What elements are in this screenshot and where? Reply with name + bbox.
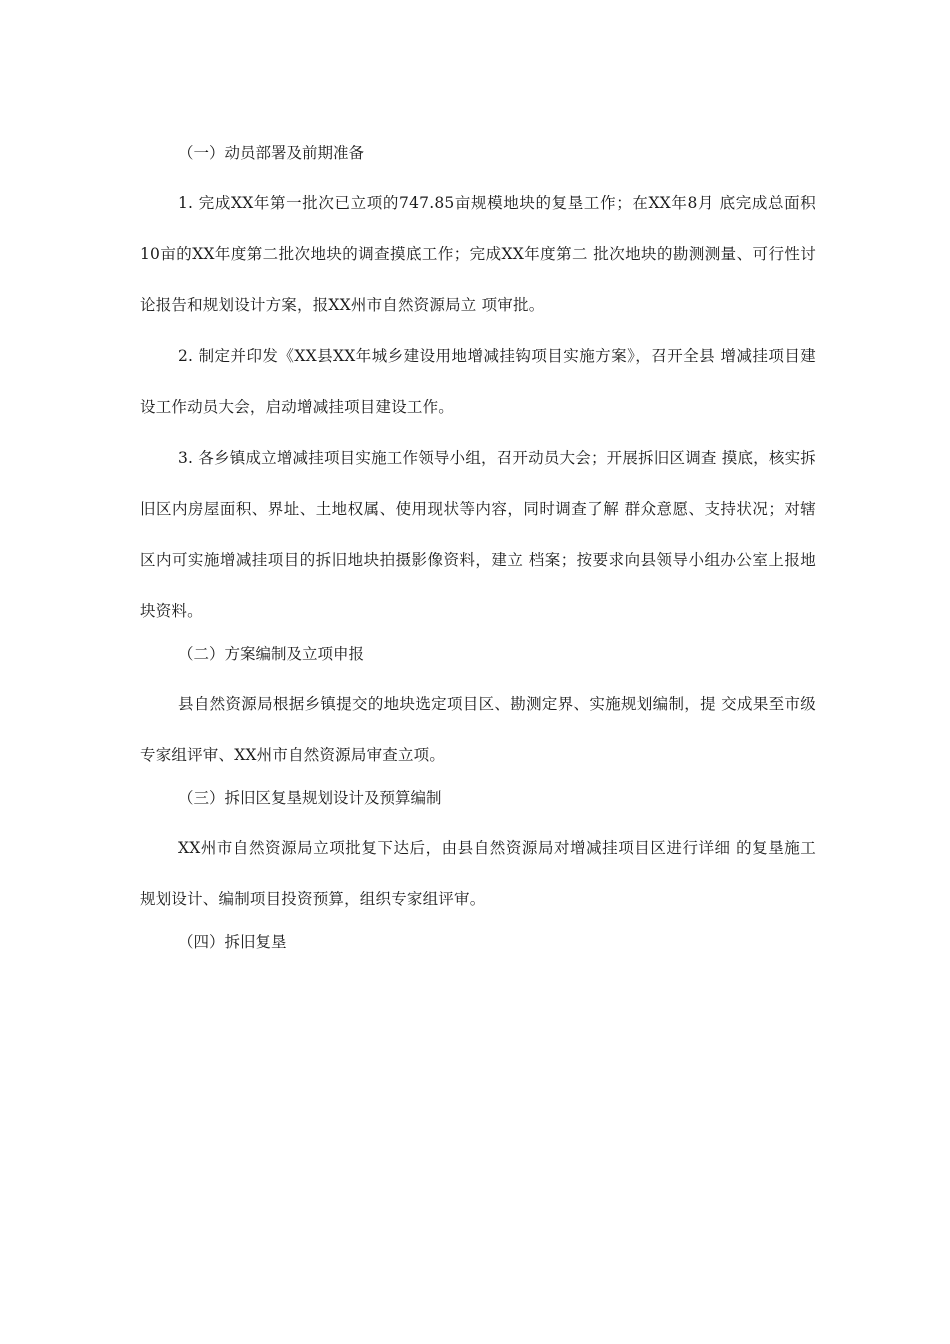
paragraph-1-1: 1. 完成XX年第一批次已立项的747.85亩规模地块的复垦工作；在XX年8月 底完成总面积10亩的XX年度第二批次地块的调查摸底工作；完成XX年度第二 批次地块的勘测测量、可行性讨论报告和规划设计方案，报XX州市自然资源局立 项审批。 — [140, 194, 816, 314]
document-body — [140, 138, 816, 977]
section-heading-1: （一）动员部署及前期准备 — [178, 144, 365, 162]
section-heading-3: （三）拆旧区复垦规划设计及预算编制 — [178, 789, 442, 807]
section-heading-2: （二）方案编制及立项申报 — [178, 645, 365, 663]
paragraph-1-2: 2. 制定并印发《XX县XX年城乡建设用地增减挂钩项目实施方案》，召开全县 增减挂项目建设工作动员大会，启动增减挂项目建设工作。 — [140, 347, 816, 416]
paragraph-3-1: XX州市自然资源局立项批复下达后，由县自然资源局对增减挂项目区进行详细 的复垦施工规划设计、编制项目投资预算，组织专家组评审。 — [140, 839, 816, 908]
paragraph-1-3: 3. 各乡镇成立增减挂项目实施工作领导小组，召开动员大会；开展拆旧区调查 摸底，核实拆旧区内房屋面积、界址、土地权属、使用现状等内容，同时调查了解 群众意愿、支持状况；对辖区内可实施增减挂项目的拆旧地块拍摄影像资料，建立 档案；按要求向县领导小组办公室上报地块资料。 — [140, 449, 816, 620]
paragraph-2-1: 县自然资源局根据乡镇提交的地块选定项目区、勘测定界、实施规划编制，提 交成果至市级专家组评审、XX州市自然资源局审查立项。 — [140, 695, 816, 764]
section-heading-4: （四）拆旧复垦 — [178, 933, 287, 951]
